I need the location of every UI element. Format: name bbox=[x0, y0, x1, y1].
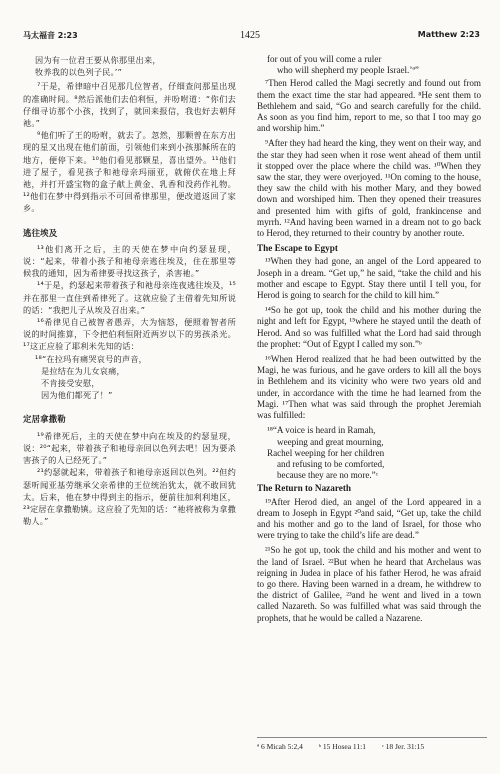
poem-line: ¹⁸“在拉玛有痛哭哀号的声音， bbox=[35, 353, 148, 364]
verse-9: ⁹After they had heard the king, they went on their way, and the star they had seen when it rose went ahead of them until it stopped over the place where the child was. ¹⁰When they saw the star, they were overjoyed. ¹¹On coming to the house, they saw the child with his mother Mary, and they bowed down and worshiped him. Then they opened their treasures and presented him with gifts of gold, frankincense and myrrh. ¹²And having been warned in a dream not to go back to Herod, they returned to their country by another route. bbox=[257, 138, 481, 239]
poem-line: 不肯接受安慰， bbox=[41, 378, 100, 389]
poem-2 bbox=[257, 425, 481, 481]
poem-line: who will shepherd my people Israel.’ª” bbox=[277, 65, 419, 76]
footnote: ª 6 Micah 5:2,4 bbox=[257, 742, 303, 751]
poem-line: 是拉结在为儿女哀痛， bbox=[41, 365, 125, 376]
page-header bbox=[0, 30, 500, 46]
footnote: ᶜ 18 Jer. 31:15 bbox=[381, 742, 425, 751]
verse-7: ⁷Then Herod called the Magi secretly and found out from them the exact time the star had appeared. ⁸He sent them to Bethlehem and said, “Go and search carefully for the child. As soon as you find him, report to me, so that I too may go and worship him.” bbox=[257, 78, 481, 134]
poem-2 bbox=[23, 353, 236, 402]
poem-line: and refusing to be comforted, bbox=[277, 458, 385, 469]
verse-14: ¹⁴So he got up, took the child and his mother during the night and left for Egypt, ¹⁵where he stayed until the death of Herod. And so was fulfilled what the Lord had said through the prophet: “Out of Egypt I called my son.”ᵇ bbox=[257, 305, 481, 349]
poem-line: for out of you will come a ruler bbox=[267, 54, 382, 64]
section-heading: The Return to Nazareth bbox=[257, 483, 351, 494]
verse-19: ¹⁹希律死后，主的天使在梦中向在埃及的约瑟显现，说：²⁰“起来，带着孩子和祂母亲回以色列去吧！因为要杀害孩子的人已经死了。” bbox=[23, 430, 236, 466]
poem-line: 因为有一位君王要从你那里出来， bbox=[35, 55, 161, 65]
verse-21: ²¹So he got up, took the child and his mother and went to the land of Israel. ²²But when he heard that Archelaus was reigning in Judea in place of his father Herod, he was afraid to go there. Having been warned in a dream, he withdrew to the district of Galilee, ²³and he went and lived in a town called Nazareth. So was fulfilled what was said through the prophets, that he would be called a Nazarene. bbox=[257, 545, 481, 623]
verse-21: ²¹约瑟就起来，带着孩子和祂母亲返回以色列。²²但约瑟听闻亚基劳继承父亲希律的王位统治犹太，就不敢回犹太。后来，他在梦中得到主的指示，便前往加利利地区，²³定居在拿撒勒镇。这应验了先知的话：“祂将被称为拿撒勒人。” bbox=[23, 467, 236, 527]
verse-16: ¹⁶希律见自己被智者愚弄，大为恼怒，便照着智者所说的时间推算，下令把伯利恒附近两岁以下的男孩杀光。¹⁷这正应验了耶利米先知的话： bbox=[23, 317, 236, 352]
poem-line: weeping and great mourning, bbox=[277, 436, 384, 447]
poem-line: Rachel weeping for her children bbox=[267, 447, 385, 458]
header-right-ref: Matthew 2:23 bbox=[417, 30, 480, 39]
poem-line: ¹⁸“A voice is heard in Ramah, bbox=[267, 425, 376, 436]
poem-1 bbox=[23, 54, 236, 78]
verse-7: ⁷于是，希律暗中召见那几位智者，仔细查问那星出现的准确时间。⁸然后派他们去伯利恒，并吩咐道：“你们去仔细寻访那个小孩，找到了，就回来报信，我也好去朝拜祂。” bbox=[23, 81, 236, 129]
verse-19: ¹⁹After Herod died, an angel of the Lord appeared in a dream to Joseph in Egypt ²⁰and said, “Get up, take the child and his mother and go to the land of Israel, for those who were trying to take the child’s life are dead.” bbox=[257, 496, 481, 541]
footnotes bbox=[257, 737, 487, 751]
page-number: 1425 bbox=[240, 30, 260, 41]
poem-line: 因为他们都死了！” bbox=[41, 390, 113, 401]
section-heading: The Escape to Egypt bbox=[257, 243, 338, 254]
verse-13: ¹³When they had gone, an angel of the Lord appeared to Joseph in a dream. “Get up,” he said, “take the child and his mother and escape to Egypt. Stay there until I tell you, for Herod is going to search for the child to kill him.” bbox=[257, 256, 481, 301]
poem-1 bbox=[257, 54, 481, 76]
verse-16: ¹⁶When Herod realized that he had been outwitted by the Magi, he was furious, and he gave orders to kill all the boys in Bethlehem and its vicinity who were two years old and under, in accordance with the time he had learned from the Magi. ¹⁷Then what was said through the prophet Jeremiah was fulfilled: bbox=[257, 354, 481, 421]
poem-line: 牧养我的以色列子民。’” bbox=[35, 67, 123, 78]
verse-13: ¹³他们离开之后，主的天使在梦中向约瑟显现，说：“起来，带着小孩子和祂母亲逃往埃及，住在那里等候我的通知，因为希律要寻找这孩子，杀害祂。” bbox=[23, 243, 236, 279]
footnote: ᵇ 15 Hosea 11:1 bbox=[318, 742, 366, 751]
english-column bbox=[257, 54, 481, 628]
chinese-column bbox=[23, 54, 236, 527]
verse-14: ¹⁴于是，约瑟起来带着孩子和祂母亲连夜逃往埃及，¹⁵并在那里一直住到希律死了。这就应验了主借着先知所说的话：“我把儿子从埃及召出来。” bbox=[23, 280, 236, 315]
header-left-ref: 马太福音 2:23 bbox=[23, 31, 78, 40]
verse-9: ⁹他们听了王的吩咐，就去了。忽然，那颗曾在东方出现的星又出现在他们前面，引领他们来到小孩那稣所在的地方，便停下来。¹⁰他们看见那颗星，喜出望外。¹¹他们进了屋子，看见孩子和祂母亲玛丽亚，就俯伏在地上拜祂，并打开盛宝物的盒子献上黄金、乳香和没药作礼物。¹²他们在梦中得到指示不可回希律那里，便改道返回了家乡。 bbox=[23, 130, 236, 214]
section-heading: 逃往埃及 bbox=[23, 227, 58, 238]
section-heading: 定居拿撒勒 bbox=[23, 414, 66, 425]
poem-line: because they are no more.”ᶜ bbox=[277, 470, 379, 481]
